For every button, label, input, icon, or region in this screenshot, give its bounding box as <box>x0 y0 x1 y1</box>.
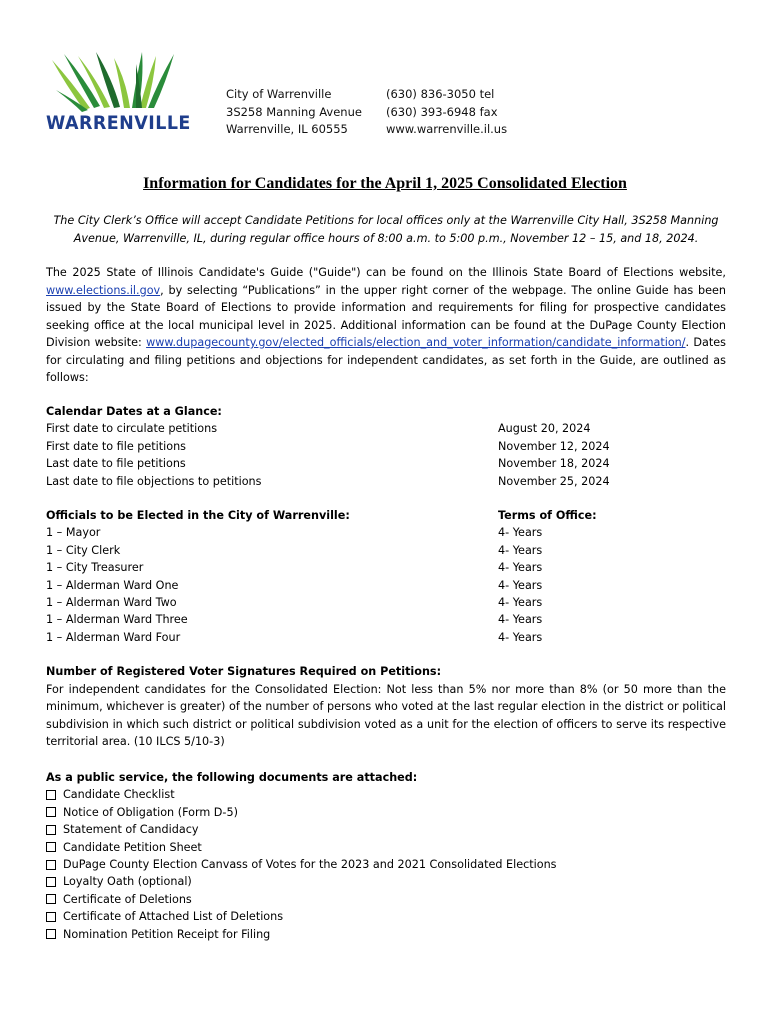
checkbox-icon[interactable] <box>46 860 56 870</box>
guide-text-3: . Dates for circulating and filing petitions and objections for independent candidates, as set forth in the Guide, are outlined as follows: <box>46 336 726 384</box>
office-name: 1 – City Clerk <box>46 543 121 557</box>
calendar-row <box>46 420 726 437</box>
attachments-heading: As a public service, the following documents are attached: <box>46 771 418 784</box>
logo-wordmark: WARRENVILLE <box>46 112 191 134</box>
calendar-label: First date to circulate petitions <box>46 422 218 436</box>
office-name: 1 – Alderman Ward One <box>46 578 179 592</box>
attachments-section <box>46 769 557 943</box>
attachment-item[interactable] <box>46 804 557 821</box>
calendar-date: November 18, 2024 <box>498 457 610 471</box>
attachment-label: Nomination Petition Receipt for Filing <box>63 927 271 941</box>
calendar-row <box>46 455 726 472</box>
checkbox-icon[interactable] <box>46 825 56 835</box>
checkbox-icon[interactable] <box>46 807 56 817</box>
terms-heading: Terms of Office: <box>498 509 597 522</box>
page-title: Information for Candidates for the April 1, 2025 Consolidated Election <box>143 175 627 192</box>
office-name: 1 – Alderman Ward Two <box>46 595 177 609</box>
checkbox-icon[interactable] <box>46 877 56 887</box>
attachment-item[interactable] <box>46 786 557 803</box>
signatures-section <box>46 663 726 751</box>
attachment-item[interactable] <box>46 821 557 838</box>
attachment-label: DuPage County Election Canvass of Votes for the 2023 and 2021 Consolidated Elections <box>63 857 557 871</box>
attachment-item[interactable] <box>46 873 557 890</box>
officials-heading: Officials to be Elected in the City of Warrenville: <box>46 509 350 522</box>
city-website: www.warrenville.il.us <box>386 122 508 136</box>
city-address <box>226 86 362 139</box>
official-row <box>46 524 726 541</box>
checkbox-icon[interactable] <box>46 912 56 922</box>
attachment-label: Certificate of Deletions <box>63 892 192 906</box>
attachment-label: Certificate of Attached List of Deletions <box>63 910 284 924</box>
office-term: 4- Years <box>498 613 543 627</box>
signatures-text: For independent candidates for the Consolidated Election: Not less than 5% nor more than 8% (or 50 more than the minimum, whichever is greater) of the number of persons who voted at the last regular election in the district or political subdivision in which such district or political subdivision voted as a unit for the election of officers to serve its respective territorial area. (10 ILCS 5/10-3) <box>46 682 726 748</box>
office-term: 4- Years <box>498 578 543 592</box>
office-name: 1 – Mayor <box>46 526 101 540</box>
official-row <box>46 594 726 611</box>
official-row <box>46 629 726 646</box>
checkbox-icon[interactable] <box>46 894 56 904</box>
official-row <box>46 577 726 594</box>
calendar-row <box>46 473 726 490</box>
calendar-row <box>46 438 726 455</box>
warrenville-logo <box>44 50 194 140</box>
phone-fax: (630) 393-6948 fax <box>386 104 498 119</box>
attachment-label: Candidate Petition Sheet <box>63 840 202 854</box>
checkbox-icon[interactable] <box>46 790 56 800</box>
office-term: 4- Years <box>498 595 543 609</box>
calendar-date: August 20, 2024 <box>498 422 591 436</box>
attachment-label: Statement of Candidacy <box>63 823 199 837</box>
attachment-label: Candidate Checklist <box>63 788 175 802</box>
clerk-notice: The City Clerk’s Office will accept Candidate Petitions for local offices only at the Warrenville City Hall, 3S258 Manning Avenue, Warrenville, IL, during regular office hours of 8:00 a.m. to 5:00 p.m., November 12 – 15, and 18, 2024. <box>53 214 719 245</box>
office-name: 1 – Alderman Ward Four <box>46 630 181 644</box>
calendar-date: November 25, 2024 <box>498 474 610 488</box>
attachment-label: Loyalty Oath (optional) <box>63 875 192 889</box>
attachment-item[interactable] <box>46 839 557 856</box>
office-term: 4- Years <box>498 526 543 540</box>
calendar-label: Last date to file petitions <box>46 457 186 471</box>
grass-logo-icon <box>44 50 194 120</box>
checkbox-icon[interactable] <box>46 929 56 939</box>
attachment-item[interactable] <box>46 856 557 873</box>
attachment-label: Notice of Obligation (Form D-5) <box>63 805 238 819</box>
guide-text-2: , by selecting “Publications” in the upper right corner of the webpage. The online Guide has been issued by the State Board of Elections to provide information and requirements for filing for prospective candidates seeking office at the local municipal level in 2025. Additional information can be found at the DuPage County Election Division website: <box>46 283 726 349</box>
checkbox-icon[interactable] <box>46 842 56 852</box>
attachment-item[interactable] <box>46 908 557 925</box>
attachment-item[interactable] <box>46 926 557 943</box>
phone-tel: (630) 836-3050 tel <box>386 87 495 101</box>
officials-heading-row <box>46 507 726 524</box>
elections-link[interactable]: www.elections.il.gov <box>46 283 161 297</box>
guide-text-1: The 2025 State of Illinois Candidate's Guide ("Guide") can be found on the Illinois State Board of Elections website, <box>46 266 726 279</box>
office-term: 4- Years <box>498 630 543 644</box>
address-line: 3S258 Manning Avenue <box>226 104 362 119</box>
attachment-item[interactable] <box>46 891 557 908</box>
official-row <box>46 542 726 559</box>
officials-section <box>46 507 726 646</box>
guide-paragraph <box>46 264 726 387</box>
calendar-label: Last date to file objections to petitions <box>46 474 262 488</box>
dupage-link[interactable]: www.dupagecounty.gov/elected_officials/election_and_voter_information/candidate_information/ <box>146 336 686 349</box>
calendar-label: First date to file petitions <box>46 439 187 453</box>
signatures-heading: Number of Registered Voter Signatures Required on Petitions: <box>46 665 442 678</box>
office-term: 4- Years <box>498 561 543 575</box>
calendar-date: November 12, 2024 <box>498 439 610 453</box>
address-line: City of Warrenville <box>226 87 332 101</box>
calendar-section <box>46 403 726 490</box>
calendar-heading: Calendar Dates at a Glance: <box>46 405 222 418</box>
address-line: Warrenville, IL 60555 <box>226 122 348 136</box>
official-row <box>46 611 726 628</box>
office-name: 1 – Alderman Ward Three <box>46 613 188 627</box>
official-row <box>46 559 726 576</box>
city-contact <box>386 86 507 139</box>
office-name: 1 – City Treasurer <box>46 561 144 575</box>
office-term: 4- Years <box>498 543 543 557</box>
